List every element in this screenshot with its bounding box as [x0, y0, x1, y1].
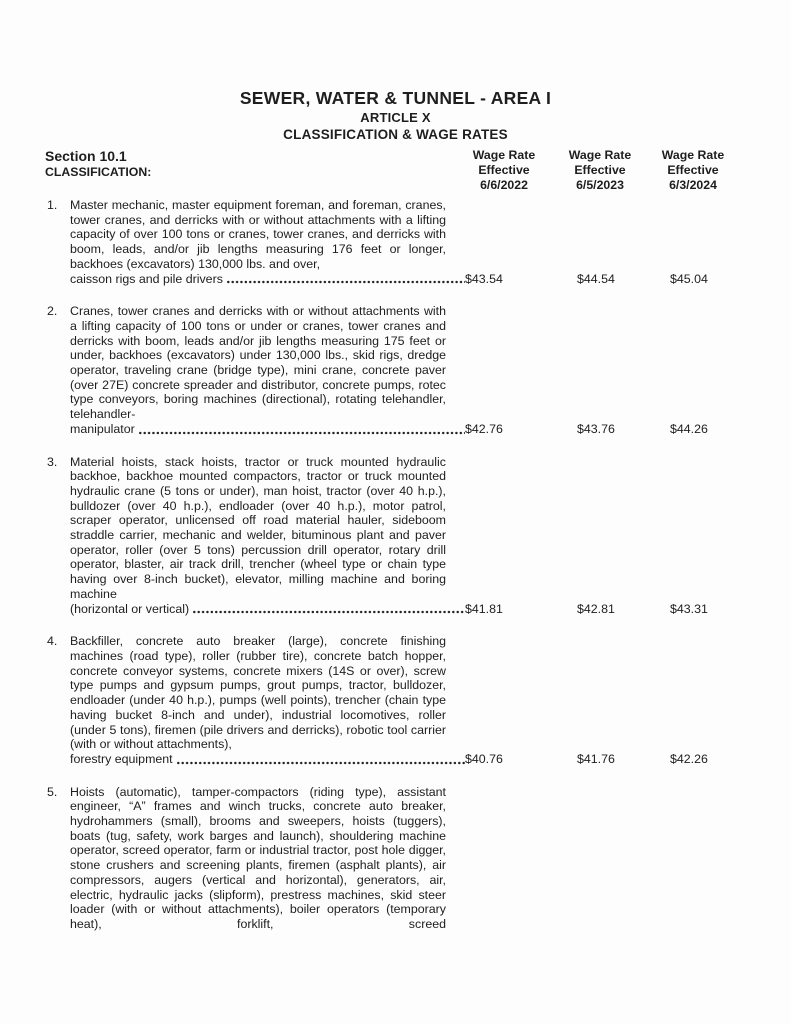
classification-label: CLASSIFICATION: [45, 165, 152, 179]
wage-rate-value-2022: $40.76 [465, 751, 503, 766]
dot-leader [177, 761, 465, 765]
classification-item-5 [45, 785, 746, 932]
classification-item-3 [45, 455, 746, 617]
column-header-line: Effective [667, 163, 719, 178]
classification-heading: CLASSIFICATION & WAGE RATES [283, 127, 508, 142]
wage-rate-value-2022: $43.54 [465, 271, 503, 286]
item-text-fragment: (horizontal or vertical) [70, 601, 190, 616]
item-text: Backfiller, concrete auto breaker (large), concrete finishing machines (road type), roller (rubber tire), concrete batch hopper, concrete conveyor systems, concrete mixers (14S or over), screw type pumps and gypsum pumps, grout pumps, tractor, bulldozer, endloader (under 40 h.p.), pumps (well points), trencher (chain type having bucket 8-inch and under), industrial locomotives, roller (under 5 tons), firemen (pile drivers and derricks), robotic tool carrier (with or without attachments), [70, 634, 446, 752]
column-header-line: Effective [478, 163, 530, 178]
item-text-fragment: forestry equipment [70, 751, 173, 766]
wage-rate-value-2023: $41.76 [577, 751, 615, 766]
item-rate-line [70, 271, 708, 287]
classification-item-1 [45, 198, 746, 286]
item-text: Hoists (automatic), tamper-compactors (riding type), assistant engineer, “A” frames and winch trucks, concrete auto breaker, hydrohammers (small), brooms and sweepers, hoists (tuggers), boats (tug, safety, work barges and launch), shouldering machine operator, screed operator, farm or industrial tractor, post hole digger, stone crushers and screening plants, firemen (asphalt plants), air compressors, augers (vertical and horizontal), generators, air, electric, hydraulic jacks (slipform), prestress machines, skid steer loader (with or without attachments), boiler operators (temporary heat), forklift, screed [70, 784, 446, 931]
wage-rate-value-2024: $42.26 [670, 751, 708, 766]
column-header-date: 6/5/2023 [576, 178, 624, 193]
column-header-line: Wage Rate [568, 148, 632, 162]
wage-rate-value-2023: $44.54 [577, 271, 615, 286]
wage-rate-value-2024: $43.31 [670, 601, 708, 616]
classification-list [45, 198, 746, 932]
item-rate-line [70, 601, 708, 617]
column-header-line: Wage Rate [472, 148, 536, 162]
item-text: Cranes, tower cranes and derricks with or without attachments with a lifting capacity of 100 tons or under or cranes, tower cranes and derricks with boom, leads and/or jib lengths measuring 175 feet or under, backhoes (excavators) under 130,000 lbs., skid rigs, dredge operator, traveling crane (bridge type), mini crane, concrete paver (over 27E) concrete spreader and distributor, concrete pumps, rotec type conveyors, boring machines (directional), rotating telehandler, telehandler- [70, 304, 446, 422]
wage-rate-value-2024: $45.04 [670, 271, 708, 286]
item-text: Master mechanic, master equipment foreman, and foreman, cranes, tower cranes, and derricks with or without attachments with a lifting capacity of over 100 tons or cranes, tower cranes, and derricks with boom, leads, and/or jib lengths measuring 176 feet or longer, backhoes (excavators) 130,000 lbs. and over, [70, 198, 446, 271]
column-header-line: Effective [574, 163, 626, 178]
wage-rate-value-2023: $43.76 [577, 421, 615, 436]
wage-rate-value-2023: $42.81 [577, 601, 615, 616]
dot-leader [227, 280, 465, 284]
wage-rate-column-header-2022 [459, 148, 549, 194]
column-header-date: 6/3/2024 [669, 178, 717, 193]
item-number: 4. [47, 634, 58, 649]
wage-rate-value-2022: $41.81 [465, 601, 503, 616]
item-rate-line [70, 751, 708, 767]
item-text-fragment: caisson rigs and pile drivers [70, 271, 223, 286]
classification-item-2 [45, 304, 746, 436]
item-rate-line [70, 421, 708, 437]
item-number: 1. [47, 198, 58, 212]
wage-rate-value-2022: $42.76 [465, 421, 503, 436]
page-title: SEWER, WATER & TUNNEL - AREA I [239, 88, 552, 108]
classification-item-4 [45, 634, 746, 766]
section-label: Section 10.1 [45, 148, 127, 164]
title-block [45, 88, 746, 143]
item-text: Material hoists, stack hoists, tractor or truck mounted hydraulic backhoe, backhoe mounted compactors, tractor or truck mounted hydraulic crane (5 tons or under), man hoist, tractor (over 40 h.p.), bulldozer (over 40 h.p.), endloader (over 40 h.p.), motor patrol, scraper operator, unlicensed off road material hauler, sideboom straddle carrier, mechanic and welder, bituminous plant and paver operator, roller (over 5 tons) percussion drill operator, rotary drill operator, blaster, air track drill, trencher (wheel type or chain type having over 8-inch bucket), elevator, milling machine and boring machine [70, 454, 446, 601]
dot-leader [193, 610, 465, 614]
item-text-fragment: manipulator [70, 421, 135, 436]
wage-rate-column-header-2023 [555, 148, 645, 194]
column-header-date: 6/6/2022 [480, 178, 528, 193]
wage-rate-column-header-2024 [648, 148, 738, 194]
item-number: 3. [47, 454, 58, 469]
article-heading: ARTICLE X [360, 110, 431, 125]
wage-rate-value-2024: $44.26 [670, 421, 708, 436]
item-number: 5. [47, 784, 58, 799]
table-header [45, 148, 746, 195]
dot-leader [139, 431, 465, 435]
item-number: 2. [47, 304, 58, 319]
column-header-line: Wage Rate [661, 148, 725, 162]
